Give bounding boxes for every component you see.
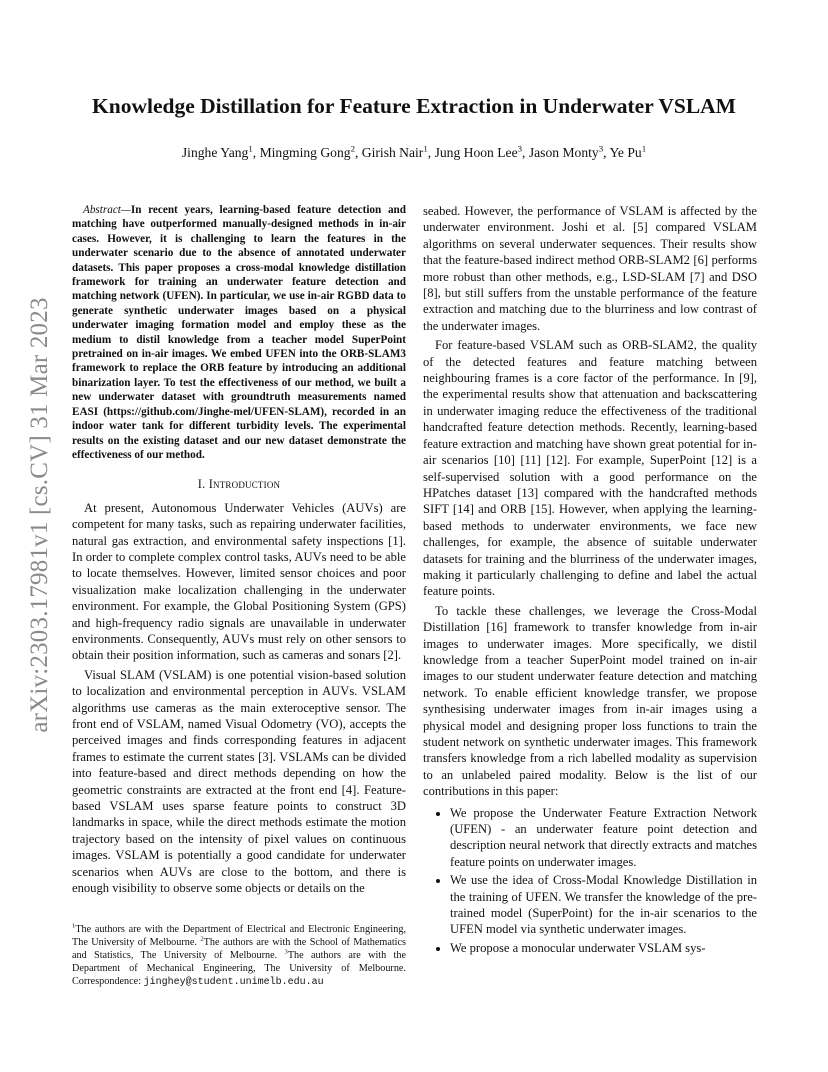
- arxiv-identifier: arXiv:2303.17981v1 [cs.CV] 31 Mar 2023: [26, 297, 53, 733]
- contributions-list: [423, 805, 757, 957]
- author-name: Jason Monty: [528, 145, 599, 160]
- abstract-label: Abstract: [83, 204, 121, 216]
- abstract: Abstract—In recent years, learning-based feature detection and matching have outperformed manually-designed methods in in-air cases. However, it is challenging to learn the features in the underwater scenario due to the absence of annotated underwater datasets. This paper proposes a cross-modal knowledge distillation framework for training an underwater feature detection and matching network (UFEN). In particular, we use in-air RGBD data to generate synthetic underwater images based on a physical underwater imaging formation model and employ these as the medium to distil knowledge from a teacher model SuperPoint pretrained on in-air images. We embed UFEN into the ORB-SLAM3 framework to replace the ORB feature by introducing an additional binarization layer. To test the effectiveness of our method, we built a new underwater dataset with groundtruth measurements named EASI (https://github.com/Jinghe-mel/UFEN-SLAM), recorded in an indoor water tank for different turbidity levels. The experimental results on the existing dataset and our new dataset demonstrate the effectiveness of our method.: [72, 204, 406, 461]
- author-list: Jinghe Yang$^1$, Mingming Gong$^2$, Girish Nair$^1$, Jung Hoon Lee$^3$, Jason Monty$^3$, Ye Pu$^1$: [181, 143, 647, 160]
- intro-paragraph-continued: seabed. However, the performance of VSLAM is affected by the underwater environment. Joshi et al. [5] compared VSLAM algorithms on several underwater sequences. Their results show that the feature-based indirect method ORB-SLAM2 [6] performs more robust than other methods, e.g., LSD-SLAM [7] and DSO [8], but still suffers from the unstable performance of the feature extraction and matching due to the blurriness and low contrast of the underwater images.: [423, 204, 757, 333]
- intro-paragraph-4: To tackle these challenges, we leverage the Cross-Modal Distillation [16] framework to transfer knowledge from in-air images to underwater images. More specifically, we distil knowledge from a teacher SuperPoint model trained on in-air images to our student underwater feature detection and matching network. To enable efficient knowledge transfer, we propose synthesising underwater images from in-air images using a physical model and designing proper loss functions to train the student network on synthetic underwater images. This framework transfers knowledge from a rich labelled modality as supervision to an unlabeled paired modality. Below is the list of our contributions in this paper:: [423, 603, 757, 799]
- right-column: [423, 203, 757, 958]
- author-affiliation: 2: [350, 143, 355, 154]
- correspondence-email[interactable]: jinghey@student.unimelb.edu.au: [143, 977, 324, 988]
- footnote-part-2: The authors are with the School of Mathematics and Statistics, The University of Melbourne.: [72, 937, 406, 961]
- author-affiliation: 1: [641, 143, 647, 154]
- author-affiliation: 1: [248, 143, 253, 154]
- left-column: [72, 203, 406, 899]
- author-name: Girish Nair: [361, 145, 424, 160]
- author-name: Jung Hoon Lee: [434, 145, 518, 160]
- author-affiliation: 3: [517, 143, 523, 154]
- list-item: • We use the idea of Cross-Modal Knowledge Distillation in the training of UFEN. We transfer the knowledge of the pre-trained model (SuperPoint) for the in-air scenarios to the UFEN model via synthetic underwater images.: [450, 872, 757, 938]
- section-title: Introduction: [208, 477, 281, 492]
- section-heading-introduction: [72, 476, 406, 492]
- abstract-text: In recent years, learning-based feature detection and matching have outperformed manually-designed methods in in-air cases. However, it is challenging to learn the features in the underwater scenario due to the absence of annotated underwater datasets. This paper proposes a cross-modal knowledge distillation framework for training an underwater feature detection and matching network (UFEN). In particular, we use in-air RGBD data to generate synthetic underwater images based on a physical underwater imaging formation model and employ these as the medium to distil knowledge from a teacher model SuperPoint pretrained on in-air images. We embed UFEN into the ORB-SLAM3 framework to replace the ORB feature by introducing an additional binarization layer. To test the effectiveness of our method, we built a new underwater dataset with groundtruth measurements named EASI (https://github.com/Jinghe-mel/UFEN-SLAM), recorded in an indoor water tank for different turbidity levels. The experimental results on the existing dataset and our new dataset demonstrate the effectiveness of our method.: [72, 204, 406, 461]
- paper-title: Knowledge Distillation for Feature Extraction in Underwater VSLAM: [92, 94, 736, 118]
- list-item: • We propose the Underwater Feature Extraction Network (UFEN) - an underwater feature point detection and description neural network that directly extracts and matches feature points on underwater images.: [450, 805, 757, 871]
- author-name: Mingming Gong: [259, 145, 351, 160]
- arxiv-sidebar: [22, 280, 58, 750]
- footnote-part-3: The authors are with the Department of Mechanical Engineering, The University of Melbourne. Correspondence:: [72, 950, 406, 987]
- section-number: I.: [197, 477, 206, 492]
- author-affiliation: 1: [423, 143, 428, 154]
- author-name: Ye Pu: [609, 145, 642, 160]
- affiliation-footnote: $^1$The authors are with the Department of Electrical and Electronic Engineering, The University of Melbourne. $^2$The authors are with the School of Mathematics and Statistics, The University of Melbourne. $^3$The authors are with the Department of Mechanical Engineering, The University of Melbourne. Correspondence: jinghey@student.unimelb.edu.au: [72, 922, 406, 988]
- author-affiliation: 3: [598, 143, 604, 154]
- list-item: • We propose a monocular underwater VSLAM sys-: [450, 940, 757, 956]
- intro-paragraph-1: At present, Autonomous Underwater Vehicles (AUVs) are competent for many tasks, such as repairing underwater facilities, natural gas extraction, and environmental safety inspections [1]. In order to complete complex control tasks, AUVs need to be able to locate themselves. However, limited sensor choices and poor visualization make localization challenging in the underwater environment. For example, the Global Positioning System (GPS) and high-frequency radio signals are unavailable in underwater environments. Consequently, AUVs must rely on other sensors to obtain their position information, such as cameras and sonars [2].: [72, 500, 406, 663]
- intro-paragraph-3: For feature-based VSLAM such as ORB-SLAM2, the quality of the detected features and feature matching between neighbouring frames is a core factor of the performance. In [9], the experimental results show that attenuation and backscattering in underwater imaging reduce the effectiveness of the traditional handcrafted feature detection methods. Recently, learning-based feature extraction and matching have shown great potential for in-air scenarios [10] [11] [12]. For example, SuperPoint [12] is a self-supervised solution with a good performance on the HPatches dataset [13] compared with the handcrafted methods SIFT [14] and ORB [15]. However, when applying the learning-based methods to underwater environments, we face new challenges, for example, the absence of suitable underwater datasets for training and the blurriness of the underwater images, making it particularly challenging to define and label the actual feature points.: [423, 338, 757, 599]
- footnote-part-1: The authors are with the Department of Electrical and Electronic Engineering, The University of Melbourne.: [72, 924, 406, 948]
- author-name: Jinghe Yang: [181, 145, 249, 160]
- intro-paragraph-2: Visual SLAM (VSLAM) is one potential vision-based solution to localization and environmental perception in AUVs. VSLAM algorithms use cameras as the main exteroceptive sensor. The front end of VSLAM, named Visual Odometry (VO), accepts the perceived images and finds corresponding features in adjacent frames to estimate the current states [3]. VSLAMs can be divided into feature-based and direct methods depending on how the geometric constraints are extracted at the front end [4]. Feature-based VSLAM uses sparse feature points to construct 3D landmarks in space, while the direct methods estimate the motion trajectory based on the intensity of pixel values on continuous images. VSLAM is potentially a good candidate for underwater scenarios when AUVs are close to the bottom, and there is enough visibility to observe some objects or details on the: [72, 667, 406, 896]
